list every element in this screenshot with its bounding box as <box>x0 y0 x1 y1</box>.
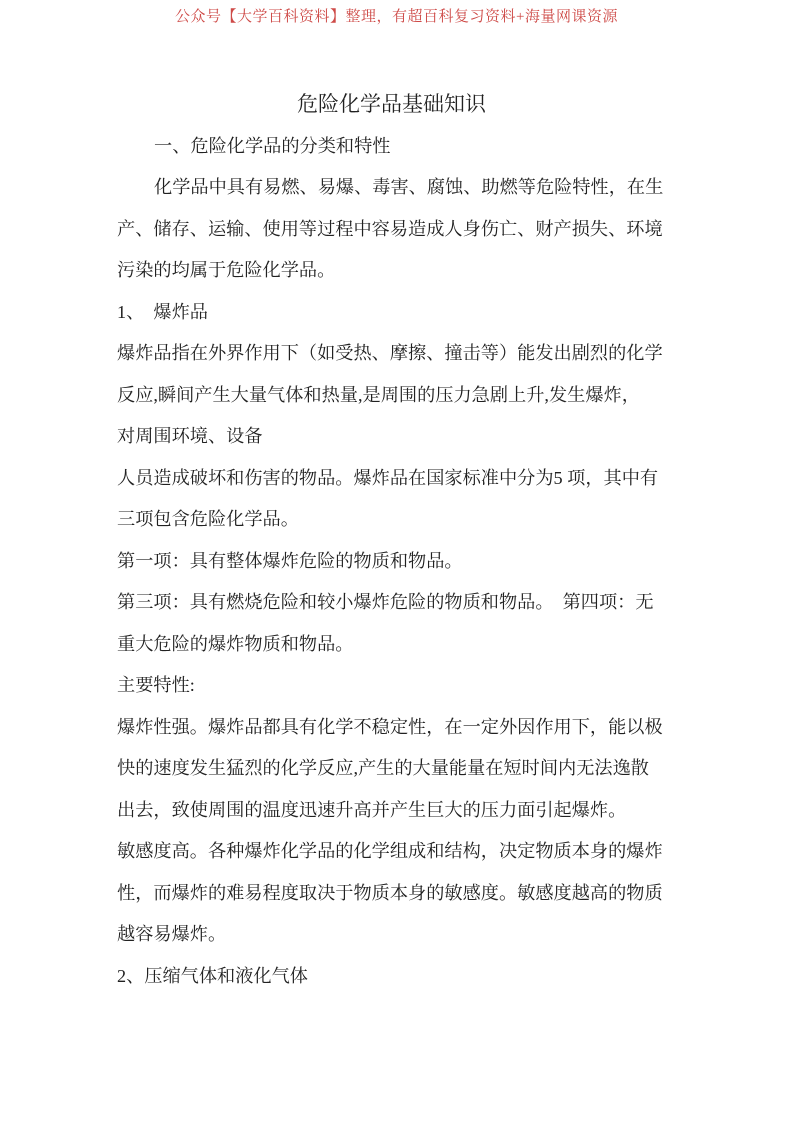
text-line: 2、压缩气体和液化气体 <box>117 965 308 986</box>
text-line: 快的速度发生猛烈的化学反应,产生的大量能量在短时间内无法逸散 <box>117 758 649 778</box>
text-line: 爆炸品指在外界作用下（如受热、摩擦、撞击等）能发出剧烈的化学 <box>117 343 663 363</box>
text-line: 反应,瞬间产生大量气体和热量,是周围的压力急剧上升,发生爆炸， <box>117 384 640 405</box>
text-line: 化学品中具有易燃、易爆、毒害、腐蚀、助燃等危险特性，在生 <box>154 177 664 197</box>
document-body <box>117 84 666 997</box>
text-line: 一、危险化学品的分类和特性 <box>154 135 391 156</box>
text-line: 主要特性: <box>117 675 195 695</box>
text-line: 越容易爆炸。 <box>117 924 227 944</box>
text-line: 污染的均属于危险化学品。 <box>117 260 336 280</box>
text-line: 爆炸性强。爆炸品都具有化学不稳定性，在一定外因作用下，能以极 <box>117 716 663 737</box>
text-line: 敏感度高。各种爆炸化学品的化学组成和结构，决定物质本身的爆炸 <box>117 841 663 861</box>
text-line: 重大危险的爆炸物质和物品。 <box>117 633 354 654</box>
document-title: 危险化学品基础知识 <box>297 92 486 116</box>
text-lines-container <box>117 126 666 998</box>
text-line: 人员造成破坏和伤害的物品。爆炸品在国家标准中分为5 项，其中有 <box>117 467 659 488</box>
text-line: 产、储存、运输、使用等过程中容易造成人身伤亡、财产损失、环境 <box>117 218 663 239</box>
text-line: 1、 爆炸品 <box>117 301 208 322</box>
text-line: 对周围环境、设备 <box>117 426 263 446</box>
text-line: 第三项：具有燃烧危险和较小爆炸危险的物质和物品。 第四项：无 <box>117 592 654 612</box>
text-line: 性，而爆炸的难易程度取决于物质本身的敏感度。敏感度越高的物质 <box>117 882 663 903</box>
text-line: 三项包含危险化学品。 <box>117 509 299 529</box>
text-line: 第一项：具有整体爆炸危险的物质和物品。 <box>117 550 463 571</box>
watermark-banner: 公众号【大学百科资料】整理，有超百科复习资料+海量网课资源 <box>175 9 618 25</box>
text-line: 出去，致使周围的温度迅速升高并产生巨大的压力面引起爆炸。 <box>117 799 627 820</box>
